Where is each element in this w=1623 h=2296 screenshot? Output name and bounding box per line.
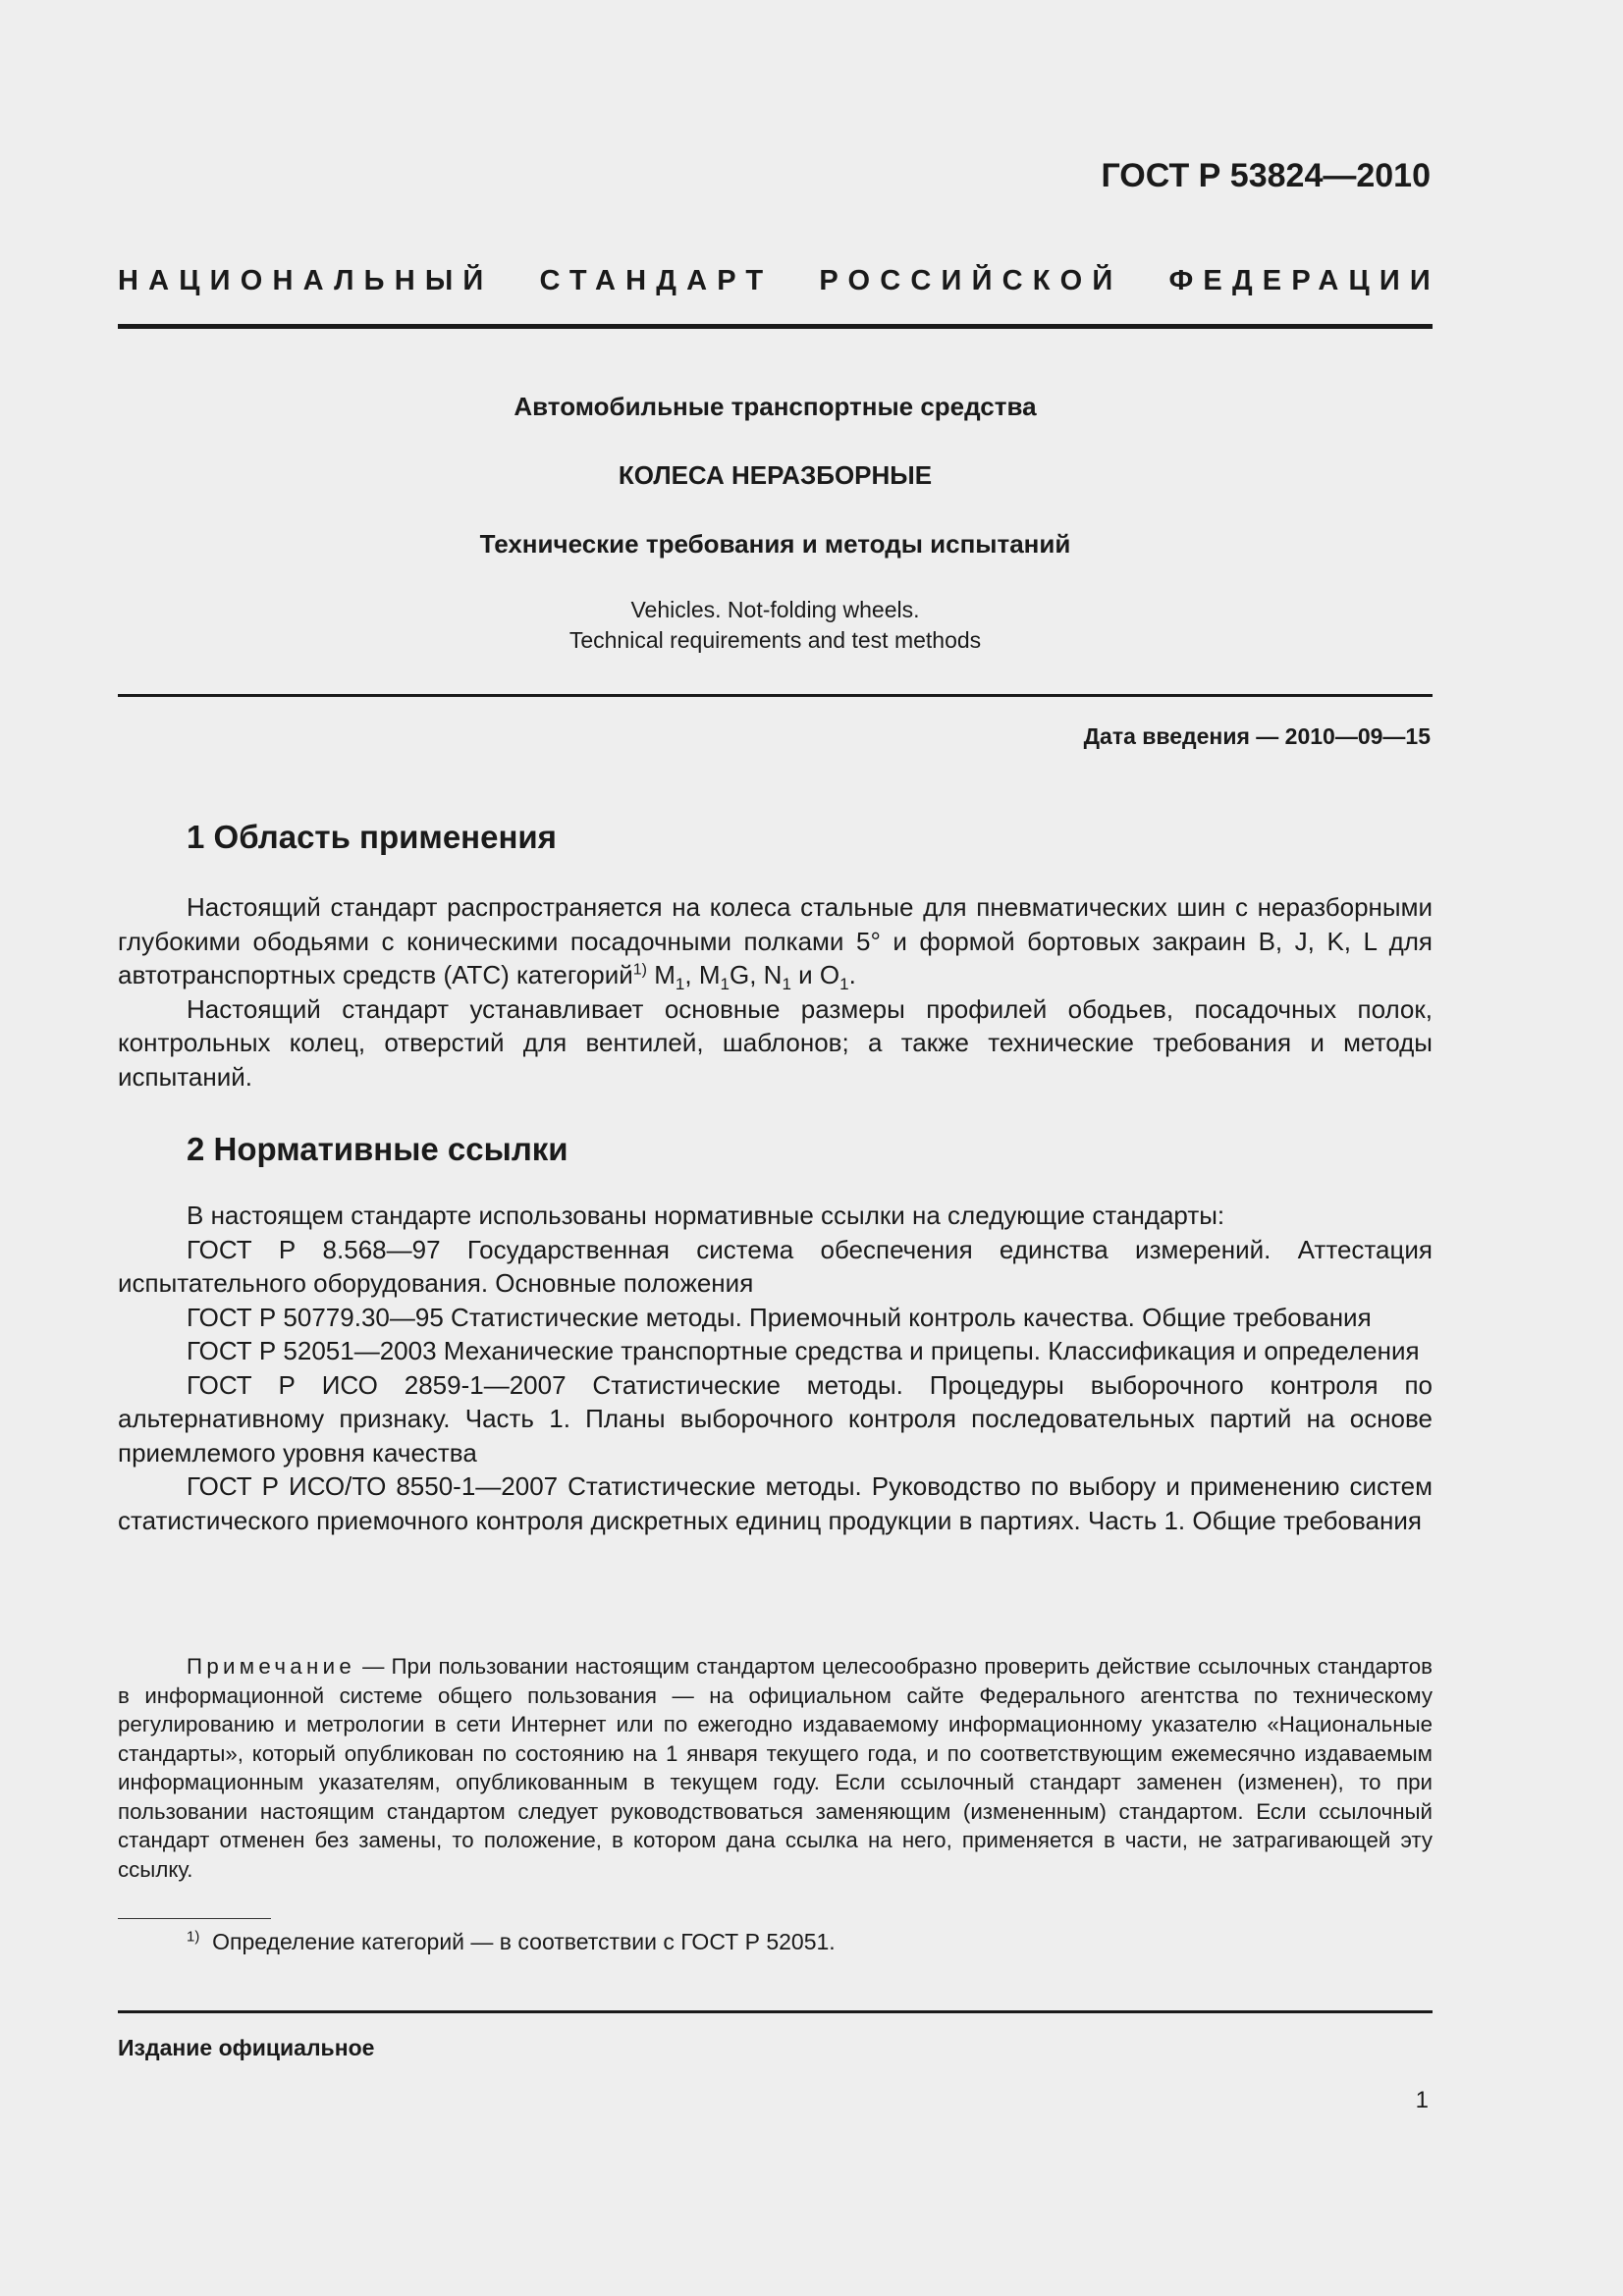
section-2-intro: В настоящем стандарте использованы нормативные ссылки на следующие стандарты: [187,1201,1225,1230]
reference-item: ГОСТ Р 8.568—97 Государственная система обеспечения единства измерений. Аттестация испытательного оборудования. Основные положения [118,1234,1433,1298]
section-1-paragraph-1: Настоящий стандарт распространяется на колеса стальные для пневматических шин с неразборными глубокими ободьями с коническими посадочными полками 5° и формой бортовых закраин B, J, K, L для автотранспортных средств (АТС) категорий$^{1)}$ $M_1$, $M_1G$, $N_1$ и $O_1$. [118,892,1433,994]
title-line-1: Автомобильные транспортные средства [514,392,1037,421]
section-1-paragraph-2: Настоящий стандарт устанавливает основные размеры профилей ободьев, посадочных полок, контрольных колец, отверстий для вентилей, шаблонов; а также технические требования и методы испытаний. [118,993,1433,1092]
footnote [187,1929,836,1955]
footnote-text: Определение категорий — в соответствии с ГОСТ Р 52051. [199,1929,836,1954]
page-number: 1 [1415,2087,1429,2113]
reference-item: ГОСТ Р ИСО 2859-1—2007 Статистические методы. Процедуры выборочного контроля по альтернативному признаку. Часть 1. Планы выборочного контроля последовательных партий на основе приемлемого уровня качества [118,1369,1433,1468]
reference-item: ГОСТ Р 52051—2003 Механические транспортные средства и прицепы. Классификация и определения [187,1336,1420,1365]
category-o1: $O_1$ [819,960,849,994]
header-rule [118,324,1433,329]
document-number: ГОСТ Р 53824—2010 [1101,157,1431,194]
english-title-line-2: Technical requirements and test methods [568,627,982,653]
section-2-heading: 2 Нормативные ссылки [187,1131,568,1167]
title-rule [118,694,1433,697]
title-line-2: КОЛЕСА НЕРАЗБОРНЫЕ [618,460,933,490]
section-1-heading: 1 Область применения [187,819,557,855]
footer-rule [118,2010,1433,2013]
note-label: Примечание [187,1654,356,1679]
category-m1: $M_1$ [654,960,685,994]
national-standard-word: СТАНДАРТ [539,265,774,296]
title-line-3: Технические требования и методы испытаний [479,529,1071,559]
footnote-number: 1) [187,1928,200,1946]
national-standard-heading [118,265,1440,297]
national-standard-word: НАЦИОНАЛЬНЫЙ [118,265,494,296]
edition-label: Издание официальное [118,2035,375,2060]
category-m1g: $M_1G$ [698,960,750,994]
national-standard-word: ФЕДЕРАЦИИ [1168,265,1440,296]
introduction-date: Дата введения — 2010—09—15 [1083,723,1431,749]
note-text: — При пользовании настоящим стандартом целесообразно проверить действие ссылочных стандартов в информационной системе общего пользования — на официальном сайте Федерального агентства по техническому регулированию и метрологии в сети Интернет или по ежегодно издаваемому информационному указателю «Национальные стандарты», который опубликован по состоянию на 1 января текущего года, и по соответствующим ежемесячно издаваемым информационным указателям, опубликованным в текущем году. Если ссылочный стандарт заменен (изменен), то при пользовании настоящим стандартом следует руководствоваться заменяющим (измененным) стандартом. Если ссылочный стандарт отменен без замены, то положение, в котором дана ссылка на него, применяется в части, не затрагивающей эту ссылку. [118,1654,1433,1882]
footnote-mark: 1) [632,961,647,979]
national-standard-word: РОССИЙСКОЙ [819,265,1123,296]
note-paragraph [118,1652,1433,1884]
english-title-line-1: Vehicles. Not-folding wheels. [630,597,920,622]
reference-item: ГОСТ Р ИСО/ТО 8550-1—2007 Статистические методы. Руководство по выбору и применению систем статистического приемочного контроля дискретных единиц продукции в партиях. Часть 1. Общие требования [118,1471,1433,1535]
reference-item: ГОСТ Р 50779.30—95 Статистические методы. Приемочный контроль качества. Общие требования [187,1302,1372,1332]
paragraph-text: Настоящий стандарт распространяется на колеса стальные для пневматических шин с неразборными глубокими ободьями с коническими посадочными полками 5° и формой бортовых закраин B, J, K, L для автотранспортных средств (АТС) категорий [118,892,1433,989]
section-1-body [118,890,1433,1094]
footnote-rule [118,1918,271,1919]
section-2-body [118,1199,1433,1537]
note-block [118,1652,1433,1884]
category-n1: $N_1$ [763,960,791,994]
